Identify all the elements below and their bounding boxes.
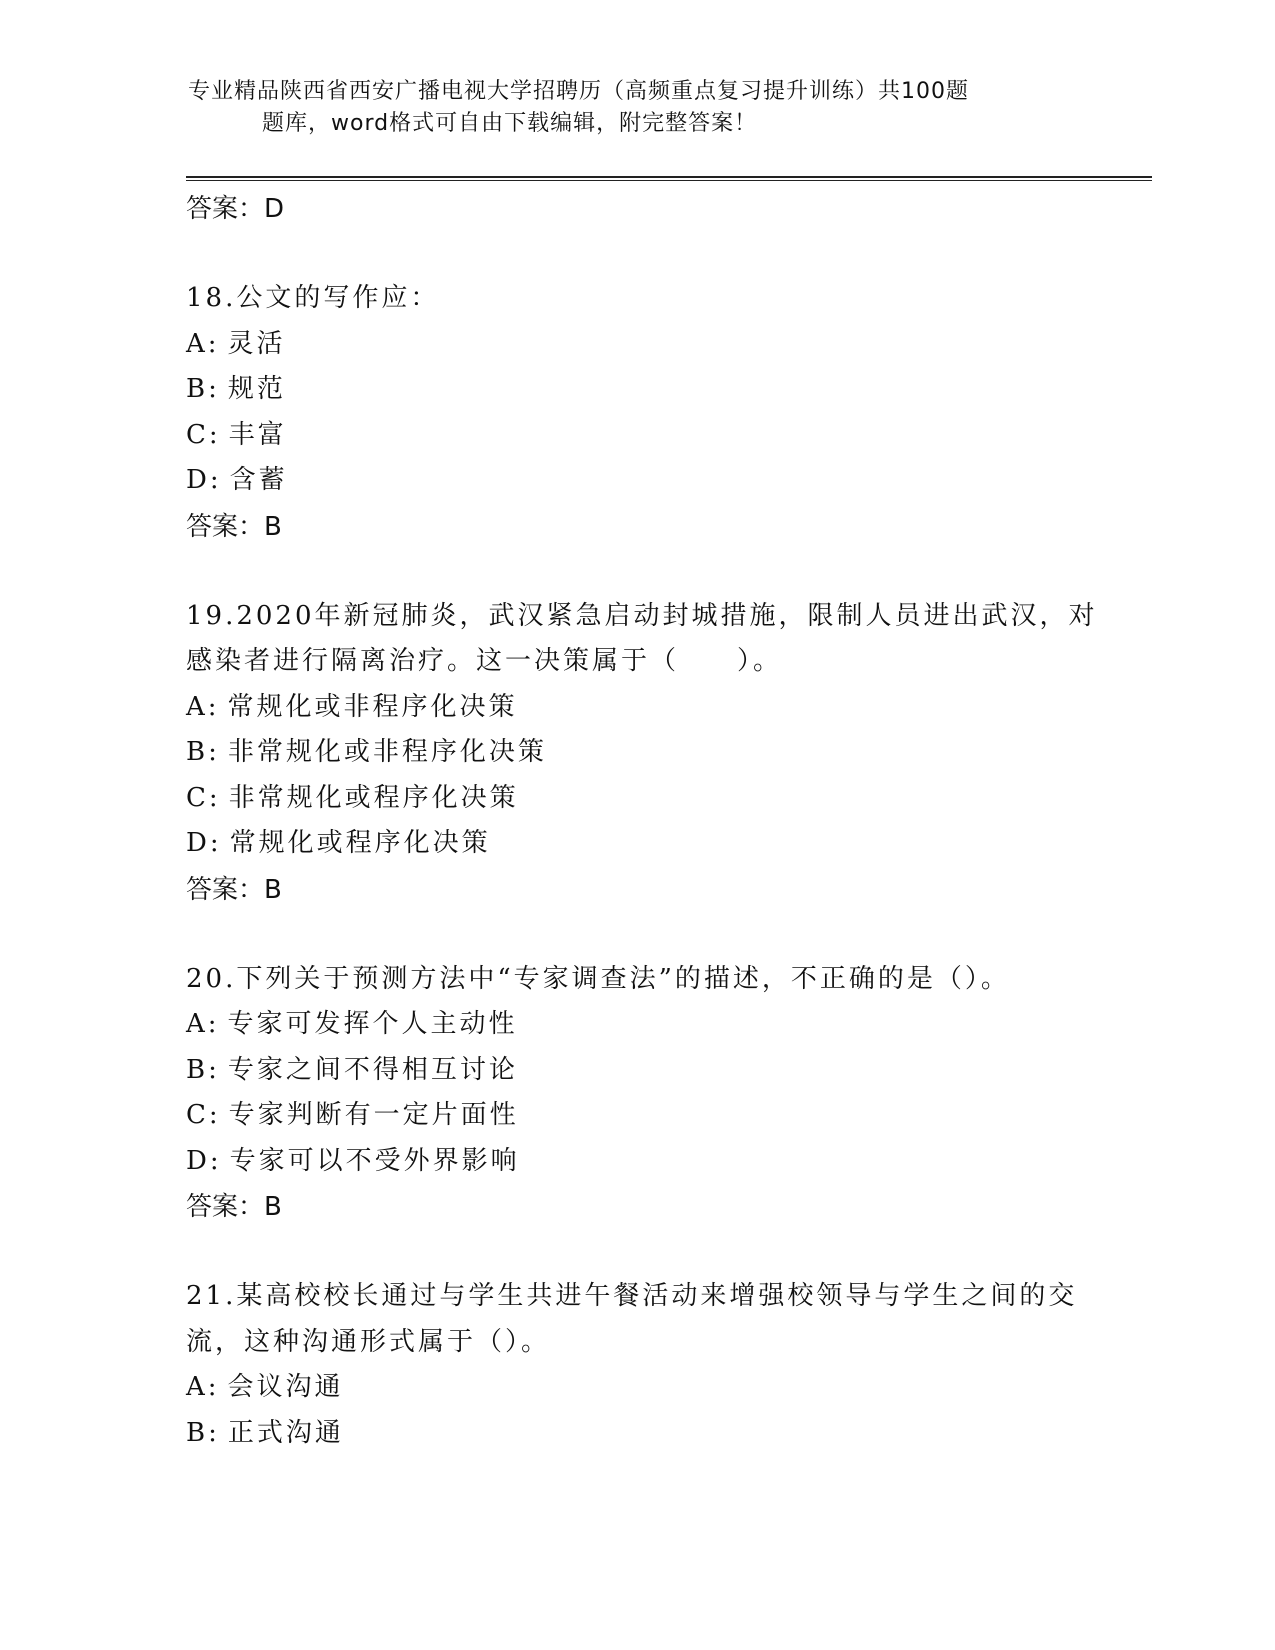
option-label: B: [186,737,220,767]
option-c [186,1093,1086,1139]
option-a [186,685,1086,731]
option-text: 专家之间不得相互讨论 [227,1054,518,1085]
option-label: A: [186,328,220,359]
question-text: 18.公文的写作应： [186,283,440,313]
question-block [186,1274,1086,1456]
option-text: 正式沟通 [227,1417,344,1448]
document-body [186,186,1098,1456]
option-a [186,1002,1086,1048]
option-label: B: [186,1417,220,1448]
option-label: D: [186,465,222,495]
option-a [186,1365,1086,1411]
option-d [186,821,1086,867]
answer-line: 答案：B [186,511,282,542]
option-label: A: [186,691,220,722]
option-label: A: [186,1009,220,1039]
page-header [188,76,1068,140]
option-text: 专家可发挥个人主动性 [227,1009,518,1039]
option-label: D: [186,828,222,858]
option-text: 会议沟通 [227,1372,344,1402]
question-text-continued: 流，这种沟通形式属于（）。 [186,1326,551,1357]
option-text: 灵活 [227,328,286,359]
option-d [186,1139,1086,1185]
option-text: 常规化或程序化决策 [229,828,491,858]
header-title-line-1: 专业精品陕西省西安广播电视大学招聘历（高频重点复习提升训练）共100题 [188,79,969,104]
option-b [186,1048,1086,1094]
question-text: 20.下列关于预测方法中“专家调查法”的描述，不正确的是（）。 [186,963,1010,994]
option-text: 丰富 [228,419,287,450]
option-text: 常规化或非程序化决策 [227,691,518,722]
answer-line: 答案：B [186,1192,282,1222]
option-text: 规范 [227,374,286,404]
option-label: A: [186,1372,220,1402]
option-label: C: [186,419,221,450]
option-label: B: [186,374,220,404]
option-label: C: [186,1100,221,1130]
header-title-line-2: 题库，word格式可自由下载编辑，附完整答案！ [262,111,758,136]
question-block [186,957,1086,1231]
question-text-continued: 感染者进行隔离治疗。这一决策属于（ ）。 [186,646,783,676]
option-c [186,413,1086,459]
option-c [186,776,1086,822]
option-text: 非常规化或非程序化决策 [227,737,547,767]
question-text: 19.2020年新冠肺炎，武汉紧急启动封城措施，限制人员进出武汉，对 [186,600,1098,631]
option-text: 专家判断有一定片面性 [228,1100,519,1130]
option-label: B: [186,1054,220,1085]
option-text: 专家可以不受外界影响 [229,1145,520,1176]
answer-line: 答案：D [186,194,285,224]
question-text: 21.某高校校长通过与学生共进午餐活动来增强校领导与学生之间的交 [186,1281,1078,1311]
option-b [186,367,1086,413]
option-b [186,1411,1086,1457]
option-text: 非常规化或程序化决策 [228,782,519,813]
option-label: D: [186,1145,222,1176]
header-divider [186,176,1152,181]
option-a [186,322,1086,368]
option-label: C: [186,782,221,813]
question-block [186,594,1098,913]
option-d [186,458,1086,504]
question-block [186,276,1086,550]
option-b [186,730,1086,776]
option-text: 含蓄 [229,465,288,495]
answer-line: 答案：B [186,874,282,905]
